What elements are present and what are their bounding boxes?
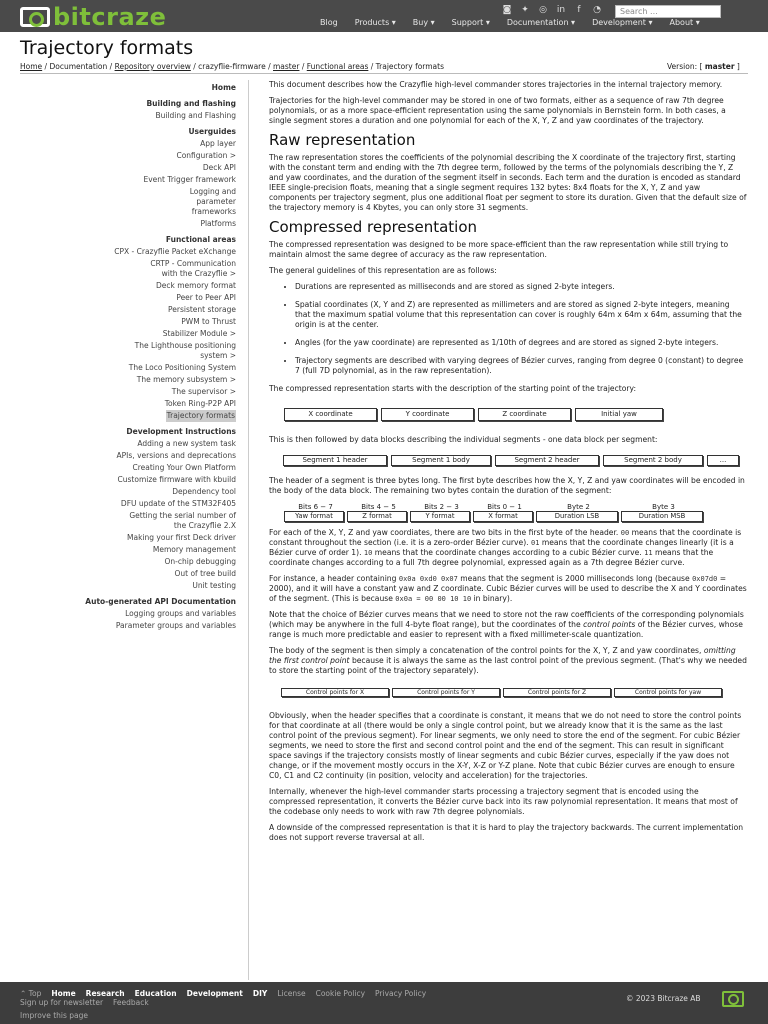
twitter-icon[interactable]: ✦ <box>521 5 529 15</box>
sidebar-item-active[interactable]: Trajectory formats <box>166 411 235 420</box>
paragraph: The raw representation stores the coefficients of the polynomial describing the X coordinate of the trajectory first, starting with the constant term and ending with the 7th degree term, followed by the terms of the polynomials describing the Y, Z and yaw coordinates, and the duration of the segment itself in seconds. Each term and the duration is encoded as standard IEEE single-precision floats, meaning that a single segment requires 132 bytes: 8x4 floats for the X, Y, Z and yaw components per trajectory segment, plus one additional float per segment to store its duration. Given that the default size of the trajectory memory is 4 Kbytes, you can only store 31 segments. <box>269 153 747 212</box>
bit-label: Bits 4 − 5 <box>361 503 396 511</box>
sidebar-item[interactable]: The memory subsystem > <box>136 375 236 384</box>
diagram-box: Y format <box>410 511 470 522</box>
title-divider <box>20 73 748 74</box>
logo-mark-icon <box>20 7 50 27</box>
diagram-box: Segment 1 body <box>391 455 491 466</box>
sidebar-item[interactable]: Deck API <box>202 163 236 172</box>
footer-logo-icon[interactable] <box>722 991 744 1007</box>
section-heading: Compressed representation <box>269 218 478 236</box>
diagram-box: X format <box>473 511 533 522</box>
breadcrumb: Home / Documentation / Repository overview / crazyflie-firmware / master / Functional areas / Trajectory formats <box>20 62 445 71</box>
diagram-box: ... <box>707 455 739 466</box>
diagram-box: Yaw format <box>284 511 344 522</box>
sidebar-item[interactable]: The supervisor > <box>171 387 236 396</box>
discord-icon[interactable]: ◙ <box>502 5 512 15</box>
list-item: • Angles (for the yaw coordinate) are represented as 1/10th of degrees and are stored as signed 2-byte integers. <box>295 338 747 348</box>
paragraph: The header of a segment is three bytes long. The first byte describes how the X, Y, Z and yaw coordinates will be encoded in the body of the data block. The remaining two bytes contain the duration of the segment: <box>269 476 745 495</box>
instagram-icon[interactable]: ◎ <box>539 5 547 15</box>
sidebar-item[interactable]: Platforms <box>200 219 236 228</box>
main-nav <box>320 18 700 27</box>
nav-buy[interactable]: Buy ▾ <box>412 18 435 27</box>
sidebar-item[interactable]: Getting the serial number of the Crazyflie 2.X <box>129 511 236 530</box>
nav-documentation[interactable]: Documentation ▾ <box>506 18 576 27</box>
bitcraze-logo[interactable] <box>20 3 167 31</box>
improve-page-link[interactable]: Improve this page <box>20 1011 89 1020</box>
nav-products[interactable]: Products ▾ <box>354 18 396 27</box>
paragraph: The body of the segment is then simply a concatenation of the control points for the X, Y, Z and yaw coordinates, omitting the first control point because it is always the same as the last control point of the previous segment. (That's why we needed to store the starting point of the trajectory separately). <box>269 646 747 675</box>
sidebar-item[interactable]: Token Ring-P2P API <box>164 399 236 408</box>
newsletter-link[interactable]: Sign up for newsletter <box>20 998 104 1007</box>
diagram-box: Z coordinate <box>478 408 571 421</box>
sidebar-item[interactable]: DFU update of the STM32F405 <box>120 499 236 508</box>
version-selector[interactable] <box>667 62 740 71</box>
sidebar-item[interactable]: PWM to Thrust <box>181 317 236 326</box>
sidebar-item[interactable]: Unit testing <box>192 581 236 590</box>
header-bits-diagram <box>284 502 747 522</box>
sidebar-item[interactable]: Out of tree build <box>174 569 236 578</box>
sidebar-item[interactable]: APIs, versions and deprecations <box>116 451 236 460</box>
bit-label: Byte 2 <box>567 503 590 511</box>
sidebar-section-header: Userguides <box>188 127 236 136</box>
diagram-box: Y coordinate <box>381 408 474 421</box>
sidebar-item[interactable]: On-chip debugging <box>164 557 236 566</box>
sidebar-item[interactable]: App layer <box>200 139 236 148</box>
paragraph: Internally, whenever the high-level commander starts processing a trajectory segment that is encoded using the compressed representation, it converts the Bézier curve back into its raw polynomial representation. It means that most of the codebase only needs to work with raw 7th degree polynomials. <box>269 787 738 816</box>
guidelines-list <box>295 282 747 376</box>
start-point-diagram <box>284 408 747 421</box>
paragraph: For each of the X, Y, Z and yaw coordiates, there are two bits in the first byte of the header. 00 means that the coordinate is constant throughout the section (i.e. it is a zero-order Bézier curve). 01 means that the coordinate changes linearly (it is a Bézier curve of order 1). 10 means that the coordinate changes according to a cubic Bézier curve. 11 means that the coordinate changes according to a full 7th degree polynomial, expressed again as a 7th degree Bézier curve. <box>269 528 742 567</box>
sidebar-item[interactable]: The Lighthouse positioning system > <box>134 341 236 360</box>
footer-link-diy[interactable]: DIY <box>252 989 268 998</box>
footer-link-cookie-policy[interactable]: Cookie Policy <box>315 989 366 998</box>
crumb-repo: crazyflie-firmware <box>198 62 266 71</box>
nav-development[interactable]: Development ▾ <box>592 18 653 27</box>
list-item: • Spatial coordinates (X, Y and Z) are represented as millimeters and are stored as signed 2-byte integers, meaning that the maximum spatial volume that this representation can cover is roughly 64m x 64m x 64m, assuming that the origin is at the center. <box>295 300 747 330</box>
paragraph: Obviously, when the header specifies that a coordinate is constant, it means that we do not need to store the control points for that coordinate at all (there would be only a single control point, but we already know that it is the same as the last control point of the previous segment). For linear segments, we only need to store the end of the segment. For cubic Bézier segments, we need to store the first and second control point and the end of the segment. This can result in significant space savings if the trajectory consists mostly of linear segments and cubic Bézier curves, especially if the yaw does not change, or if the movement mostly occurs in the X-Y, X-Z or Y-Z plane. Note that cubic Bézier curves are enough to ensure C0, C1 and C2 continuity (in position, velocity and acceleration) for the trajectories. <box>269 711 742 780</box>
footer-link-development[interactable]: Development <box>186 989 243 998</box>
sidebar-section-header: Development Instructions <box>126 427 236 436</box>
copyright: © 2023 Bitcraze AB <box>626 994 701 1003</box>
crumb-home[interactable]: Home <box>20 62 43 71</box>
sidebar-item[interactable]: Event Trigger framework <box>143 175 236 184</box>
sidebar-section-header: Functional areas <box>165 235 236 244</box>
nav-support[interactable]: Support ▾ <box>451 18 490 27</box>
sidebar-item[interactable]: Logging groups and variables <box>125 609 236 618</box>
feedback-link[interactable]: Feedback <box>113 998 149 1007</box>
sidebar-item[interactable]: Building and Flashing <box>155 111 236 120</box>
footer-link-home[interactable]: Home <box>51 989 76 998</box>
bit-label: Bits 2 − 3 <box>424 503 459 511</box>
sidebar-section-header: Building and flashing <box>146 99 236 108</box>
logo-text: bitcraze <box>53 3 167 31</box>
sidebar-item[interactable]: Memory management <box>152 545 236 554</box>
diagram-box: Control points for Y <box>392 688 500 697</box>
linkedin-icon[interactable]: in <box>556 5 566 15</box>
diagram-box: Duration MSB <box>621 511 703 522</box>
diagram-box: Segment 2 header <box>495 455 599 466</box>
diagram-box: Segment 1 header <box>283 455 387 466</box>
paragraph: The compressed representation starts with the description of the starting point of the trajectory: <box>269 384 637 393</box>
sidebar-item[interactable]: Stabilizer Module > <box>162 329 236 338</box>
bit-label: Byte 3 <box>652 503 675 511</box>
sidebar-item[interactable]: The Loco Positioning System <box>128 363 236 372</box>
sidebar-item[interactable]: Deck memory format <box>156 281 236 290</box>
sidebar-item[interactable]: Peer to Peer API <box>176 293 236 302</box>
sidebar-item[interactable]: Logging and parameter frameworks <box>189 187 236 216</box>
page-title: Trajectory formats <box>20 37 194 59</box>
footer-link-license[interactable]: License <box>277 989 306 998</box>
sidebar-item[interactable]: CRTP - Communication with the Crazyflie > <box>150 259 236 278</box>
paragraph: Note that the choice of Bézier curves means that we need to store not the raw coefficients of the corresponding polynomials (which may be anywhere in the full 4-byte float range), but the coordinates of the control points of the Bézier curves, whose range is much more predictable and easier to represent with a fixed millimeter-scale quantization. <box>269 610 744 639</box>
segments-diagram <box>283 455 747 466</box>
control-points-diagram <box>281 688 747 697</box>
social-links <box>502 5 602 15</box>
sidebar-item[interactable]: Parameter groups and variables <box>115 621 236 630</box>
footer <box>0 982 768 1024</box>
crumb-functional-areas[interactable]: Functional areas <box>306 62 369 71</box>
footer-link-privacy-policy[interactable]: Privacy Policy <box>375 989 427 998</box>
paragraph: This is then followed by data blocks describing the individual segments - one data block per segment: <box>269 435 658 444</box>
sidebar-item[interactable]: Customize firmware with kbuild <box>117 475 236 484</box>
top-header <box>0 0 768 32</box>
sidebar <box>20 80 236 632</box>
sidebar-section-header: Auto-generated API Documentation <box>85 597 236 606</box>
main-content <box>269 80 747 849</box>
sidebar-item[interactable]: Persistent storage <box>168 305 236 314</box>
sidebar-item[interactable]: Dependency tool <box>172 487 236 496</box>
bit-label: Bits 6 − 7 <box>298 503 333 511</box>
nav-blog[interactable]: Blog <box>320 18 338 27</box>
sidebar-divider <box>248 80 249 980</box>
crumb-current: Trajectory formats <box>375 62 445 71</box>
nav-about[interactable]: About ▾ <box>669 18 700 27</box>
diagram-box: Duration LSB <box>536 511 618 522</box>
sidebar-item[interactable]: Configuration > <box>176 151 236 160</box>
footer-link-research[interactable]: Research <box>85 989 125 998</box>
paragraph: The general guidelines of this representation are as follows: <box>269 266 497 275</box>
back-to-top-link[interactable]: ⌃ Top <box>20 989 42 998</box>
crumb-master[interactable]: master <box>273 62 300 71</box>
sidebar-item[interactable]: CPX - Crazyflie Packet eXchange <box>114 247 236 256</box>
diagram-box: Initial yaw <box>575 408 663 421</box>
version-end: ] <box>736 62 740 71</box>
facebook-icon[interactable]: f <box>577 5 581 15</box>
sidebar-item[interactable]: Creating Your Own Platform <box>132 463 236 472</box>
sidebar-home[interactable]: Home <box>211 83 236 92</box>
rss-icon[interactable]: ◔ <box>593 5 601 15</box>
list-item: • Durations are represented as milliseconds and are stored as signed 2-byte integers. <box>295 282 747 292</box>
crumb-documentation: Documentation <box>49 62 108 71</box>
list-item: • Trajectory segments are described with varying degrees of Bézier curves, ranging from degree 0 (constant) to degree 7 (full 7D polynomial, as in the raw representation). <box>295 356 747 376</box>
paragraph: For instance, a header containing 0x0a 0xd0 0x07 means that the segment is 2000 milliseconds long (because 0x07d0 = 2000), and it will have a constant yaw and Z coordinate. Cubic Bézier curves will be used to describe the X and Y coordinates of the segment. (This is because 0x0a = 00 00 10 10 in binary). <box>269 574 747 603</box>
paragraph: This document describes how the Crazyflie high-level commander stores trajectories in the internal trajectory memory. <box>269 80 723 89</box>
footer-link-education[interactable]: Education <box>134 989 177 998</box>
diagram-box: Z format <box>347 511 407 522</box>
section-heading: Raw representation <box>269 131 416 149</box>
sidebar-item[interactable]: Adding a new system task <box>137 439 236 448</box>
paragraph: Trajectories for the high-level commander may be stored in one of two formats, either as a sequence of raw 7th degree polynomials, or as a more space-efficient representation using the same polynomials in Bernstein form. In both cases, a single segment stores a duration and one polynomial for each of the X, Y, Z and yaw coordinates of the trajectory. <box>269 96 726 125</box>
crumb-repository-overview[interactable]: Repository overview <box>114 62 191 71</box>
paragraph: The compressed representation was designed to be more space-efficient than the raw representation while still trying to maintain almost the same degree of accuracy as the raw representation. <box>269 240 729 259</box>
search-input[interactable]: Search ... <box>615 5 721 18</box>
sidebar-item[interactable]: Making your first Deck driver <box>127 533 236 542</box>
version-label: Version: [ <box>667 62 703 71</box>
paragraph: A downside of the compressed representation is that it is hard to play the trajectory backwards. The current implementation does not support reverse traversal at all. <box>269 823 744 842</box>
bit-label: Bits 0 − 1 <box>487 503 522 511</box>
version-value[interactable]: master <box>704 62 735 71</box>
diagram-box: Control points for X <box>281 688 389 697</box>
diagram-box: X coordinate <box>284 408 377 421</box>
diagram-box: Segment 2 body <box>603 455 703 466</box>
diagram-box: Control points for yaw <box>614 688 722 697</box>
diagram-box: Control points for Z <box>503 688 611 697</box>
